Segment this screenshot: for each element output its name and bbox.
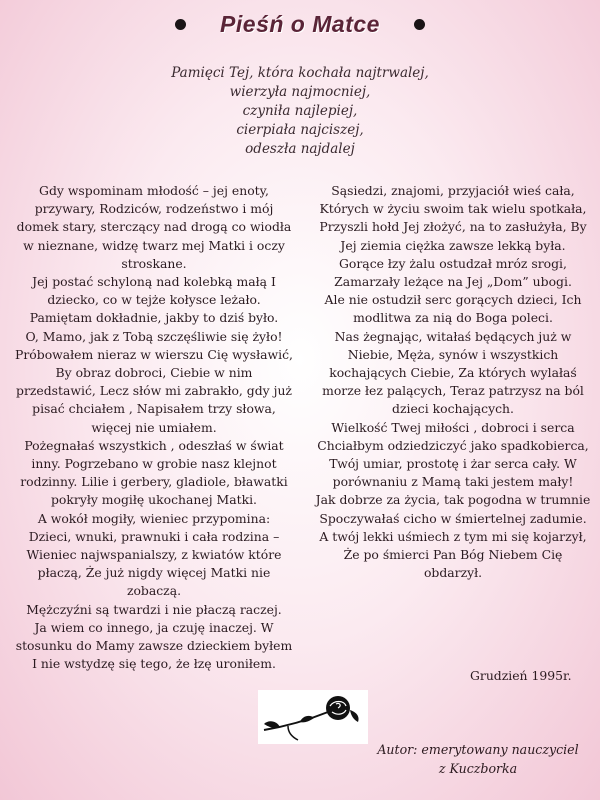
author-signature [360,740,596,778]
bullet-right-icon [414,19,425,30]
title-row [0,6,600,42]
dedication [120,64,480,159]
dedication-line: cierpiała najciszej, [236,122,364,138]
stanza: Sąsiedzi, znajomi, przyjaciół wieś cała, Których w życiu swoim tak wielu spotkała, Przyszli hołd Jej złożyć, na to zasłużyła, By Jej ziemia ciężka zawsze lekką była. [319,183,587,253]
stanza: Mężczyźni są twardzi i nie płaczą raczej. [26,601,282,617]
stanza: O, Mamo, jak z Tobą szczęśliwie się żyło! [25,328,283,344]
rose-icon [258,690,368,744]
stanza: Ale nie ostudził serc gorących dzieci, Ich modlitwa za nią do Boga poleci. [324,292,582,326]
stanza: Jej postać schyloną nad kolebką małą I dziecko, co w tejże kołysce leżało. [32,274,276,308]
stanza: Próbowałem nieraz w wierszu Cię wysławić, By obraz dobroci, Ciebie w nim przedstawić, Lecz słów mi zabrakło, gdy już pisać chciałem , Napisałem trzy słowa, więcej nie umiałem. [15,346,293,435]
stanza: Wielkość Twej miłości , dobroci i serca Chciałbym odziedziczyć jako spadkobierca, Twój umiar, prostotę i żar serca cały. W porównaniu z Mamą taki jestem mały! [317,419,589,490]
poem-right-column [313,182,593,582]
stanza: A wokół mogiły, wieniec przypomina: [37,510,271,526]
dedication-line: odeszła najdalej [245,141,355,157]
page-title: Pieśń o Matce [220,10,380,37]
stanza: Pamiętam dokładnie, jakby to dziś było. [29,310,279,326]
stanza: Jak dobrze za życia, tak pogodna w trumnie Spoczywałaś cicho w śmiertelnej zadumie. A twój lekki uśmiech z tym mi się kojarzył, Że po śmierci Pan Bóg Niebem Cię obdarzył. [315,492,591,581]
stanza: Ja wiem co innego, ja czuję inaczej. W stosunku do Mamy zawsze dzieckiem byłem I nie wstydzę się tego, że łzę uroniłem. [15,619,293,672]
dedication-line: Pamięci Tej, która kochała najtrwalej, [171,65,429,81]
dedication-line: czyniła najlepiej, [242,103,358,119]
stanza: Gdy wspominam młodość – jej enoty, przywary, Rodziców, rodzeństwo i mój domek stary, sterczący nad drogą co wiodła w nieznane, widzę twarz mej Matki i oczy stroskane. [16,183,292,271]
stanza: Dzieci, wnuki, prawnuki i cała rodzina – Wieniec najwspanialszy, z kwiatów które płaczą, Że już nigdy więcej Matki nie zobaczą. [26,528,282,599]
stanza: Gorące łzy żalu ostudzał mróz srogi, Zamarzały leżące na Jej „Dom” ubogi. [334,255,572,290]
author-line: z Kuczborka [438,761,518,776]
bullet-left-icon [175,19,186,30]
poem-date: Grudzień 1995r. [470,668,572,683]
author-line: Autor: emerytowany nauczyciel [377,742,579,757]
stanza: Pożegnałaś wszystkich , odeszłaś w świat inny. Pogrzebano w grobie nasz klejnot rodzinny. Lilie i gerbery, gladiole, bławatki pokryły mogiłę ukochanej Matki. [20,437,288,508]
dedication-line: wierzyła najmocniej, [229,84,371,100]
poem-left-column [14,182,294,673]
stanza: Nas żegnając, witałaś będących już w Niebie, Męża, synów i wszystkich kochających Ciebie, Za których wylałaś morze łez palących, Teraz patrzysz na ból dzieci kochających. [322,328,584,417]
